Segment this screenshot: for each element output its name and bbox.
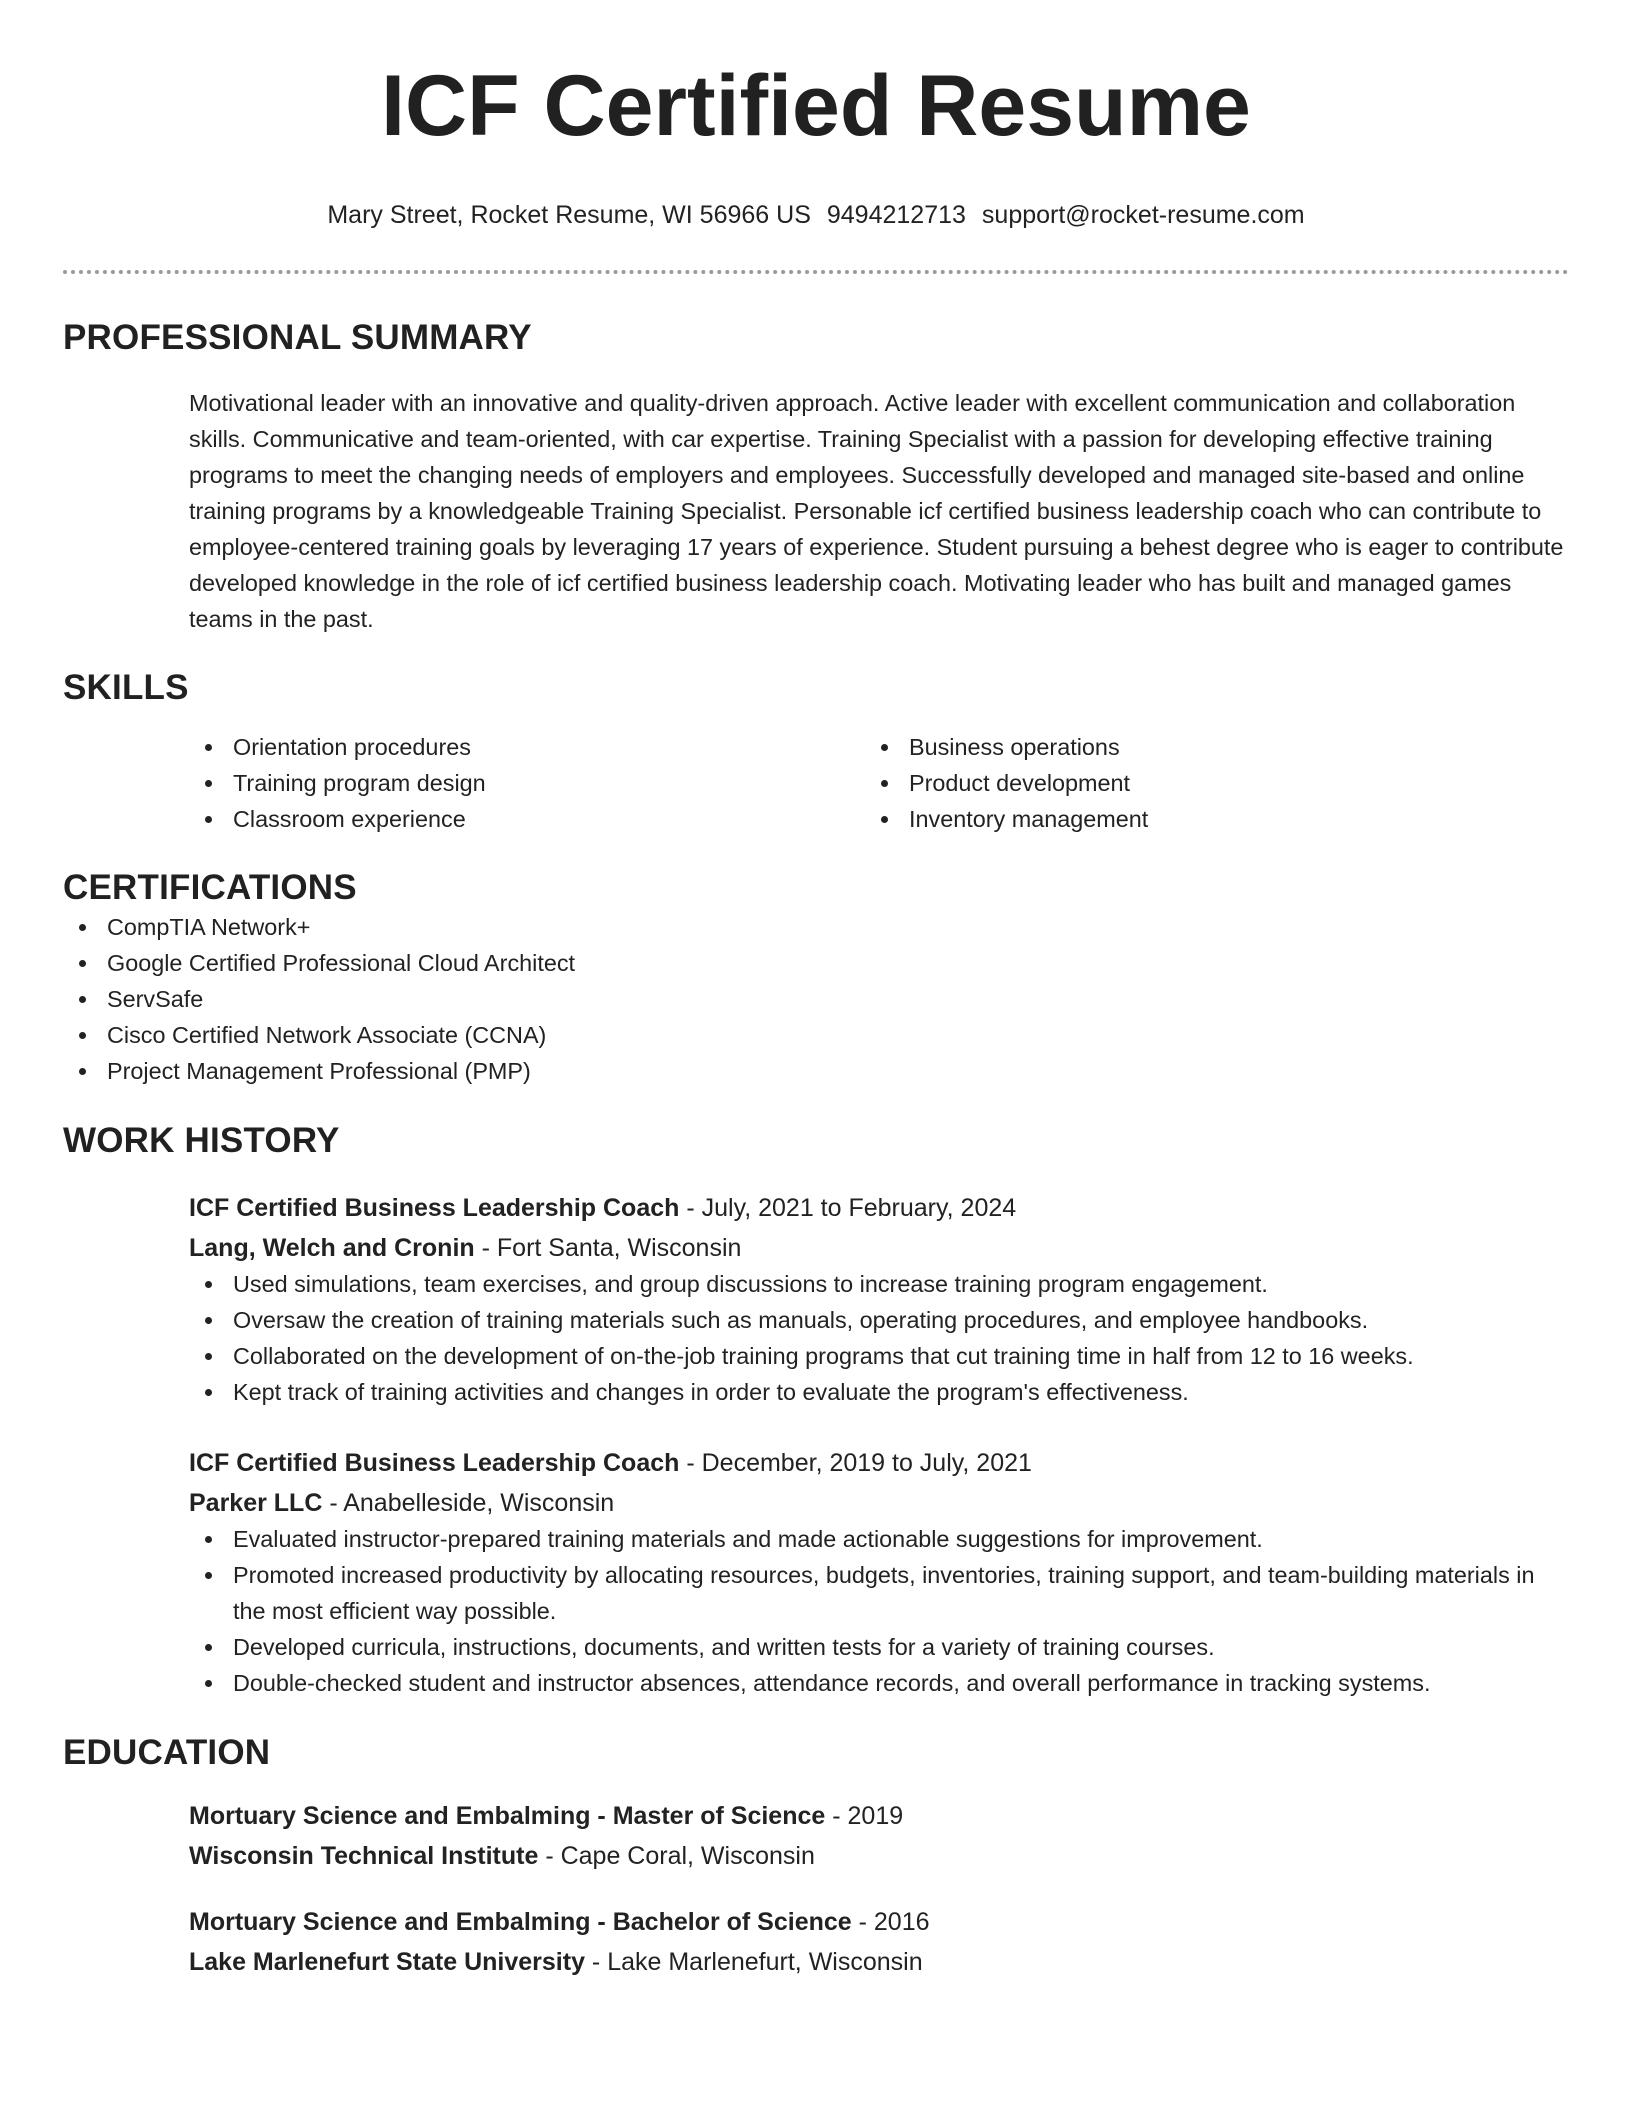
certifications-list [63, 909, 1569, 1089]
education-degree-line [189, 1798, 1569, 1834]
contact-phone: 9494212713 [826, 201, 966, 229]
skills-column-right [865, 729, 1541, 837]
skills-column-left [189, 729, 865, 837]
certifications-section [63, 867, 1569, 1089]
job-company: Parker LLC [189, 1489, 323, 1517]
skill-item: Classroom experience [189, 801, 865, 837]
summary-section [63, 317, 1569, 637]
contact-email: support@rocket-resume.com [981, 201, 1305, 229]
skill-item: Business operations [865, 729, 1541, 765]
resume-name: ICF Certified Resume [381, 58, 1251, 154]
job-bullet: Collaborated on the development of on-the-job training programs that cut training time in half from 12 to 16 weeks. [189, 1338, 1569, 1374]
job-company-line [189, 1485, 1569, 1521]
education-school: Wisconsin Technical Institute [189, 1842, 539, 1870]
education-entry [189, 1798, 1569, 1874]
section-title-certifications: CERTIFICATIONS [63, 868, 357, 907]
education-degree: Mortuary Science and Embalming - Master of Science [189, 1802, 826, 1830]
section-title-work-history: WORK HISTORY [63, 1121, 340, 1160]
summary-text: Motivational leader with an innovative and quality-driven approach. Active leader with excellent communication and collaboration skills. Communicative and team-oriented, with car expertise. Training Specialist with a passion for developing effective training programs to meet the changing needs of employers and employees. Successfully developed and managed site-based and online training programs by a knowledgeable Training Specialist. Personable icf certified business leadership coach who can contribute to employee-centered training goals by leveraging 17 years of experience. Student pursuing a behest degree who is eager to contribute developed knowledge in the role of icf certified business leadership coach. Motivating leader who has built and managed games teams in the past. [189, 390, 1564, 632]
education-location: - Lake Marlenefurt, Wisconsin [584, 1948, 923, 1976]
job-bullet: Promoted increased productivity by allocating resources, budgets, inventories, training support, and team-building materials in the most efficient way possible. [189, 1557, 1569, 1629]
education-year: - 2016 [851, 1908, 930, 1936]
skills-section [63, 667, 1569, 837]
job-title-line [189, 1190, 1569, 1226]
job-bullet: Evaluated instructor-prepared training materials and made actionable suggestions for improvement. [189, 1521, 1569, 1557]
job-bullets [189, 1266, 1569, 1410]
job-dates: - July, 2021 to February, 2024 [679, 1194, 1017, 1222]
education-school-line [189, 1944, 1569, 1980]
skill-item: Training program design [189, 765, 865, 801]
job-location: - Anabelleside, Wisconsin [322, 1489, 615, 1517]
education-year: - 2019 [825, 1802, 904, 1830]
skill-item: Orientation procedures [189, 729, 865, 765]
certification-item: Cisco Certified Network Associate (CCNA) [63, 1017, 1569, 1053]
section-title-education: EDUCATION [63, 1733, 271, 1772]
job-bullet: Kept track of training activities and changes in order to evaluate the program's effectiveness. [189, 1374, 1569, 1410]
job-bullet: Double-checked student and instructor absences, attendance records, and overall performance in tracking systems. [189, 1665, 1569, 1701]
contact-address: Mary Street, Rocket Resume, WI 56966 US [327, 201, 811, 229]
header-divider [63, 270, 1569, 274]
certification-item: ServSafe [63, 981, 1569, 1017]
job-entry [189, 1190, 1569, 1410]
job-bullet: Used simulations, team exercises, and group discussions to increase training program engagement. [189, 1266, 1569, 1302]
contact-line [63, 200, 1569, 230]
education-school: Lake Marlenefurt State University [189, 1948, 585, 1976]
certification-item: Google Certified Professional Cloud Architect [63, 945, 1569, 981]
job-title-line [189, 1445, 1569, 1481]
job-role: ICF Certified Business Leadership Coach [189, 1194, 680, 1222]
job-location: - Fort Santa, Wisconsin [474, 1234, 742, 1262]
certification-item: CompTIA Network+ [63, 909, 1569, 945]
job-entry [189, 1445, 1569, 1701]
job-company: Lang, Welch and Cronin [189, 1234, 475, 1262]
section-title-skills: SKILLS [63, 668, 189, 707]
job-bullets [189, 1521, 1569, 1701]
job-bullet: Oversaw the creation of training materials such as manuals, operating procedures, and employee handbooks. [189, 1302, 1569, 1338]
job-company-line [189, 1230, 1569, 1266]
education-degree: Mortuary Science and Embalming - Bachelor of Science [189, 1908, 852, 1936]
education-degree-line [189, 1904, 1569, 1940]
skill-item: Inventory management [865, 801, 1541, 837]
education-location: - Cape Coral, Wisconsin [538, 1842, 815, 1870]
skill-item: Product development [865, 765, 1541, 801]
work-history-section [63, 1120, 1569, 1701]
education-entry [189, 1904, 1569, 1980]
education-section [63, 1732, 1569, 1980]
skills-columns [189, 729, 1569, 837]
job-dates: - December, 2019 to July, 2021 [679, 1449, 1032, 1477]
job-bullet: Developed curricula, instructions, documents, and written tests for a variety of training courses. [189, 1629, 1569, 1665]
job-role: ICF Certified Business Leadership Coach [189, 1449, 680, 1477]
education-school-line [189, 1838, 1569, 1874]
section-title-summary: PROFESSIONAL SUMMARY [63, 318, 532, 357]
certification-item: Project Management Professional (PMP) [63, 1053, 1569, 1089]
